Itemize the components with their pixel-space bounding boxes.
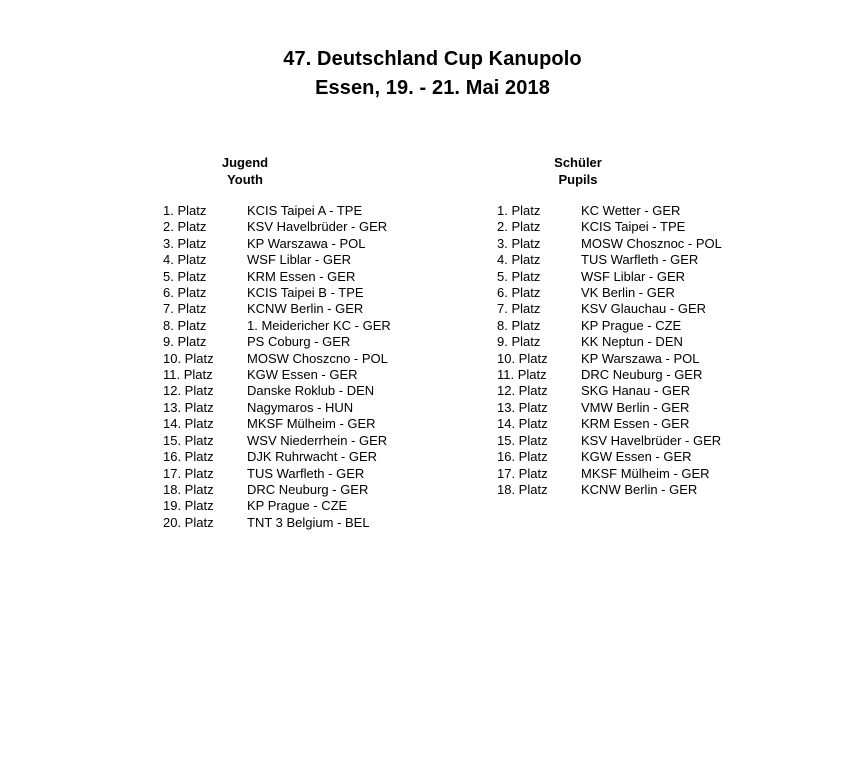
jugend-result-row xyxy=(163,466,391,482)
team-name: KK Neptun - DEN xyxy=(581,334,683,350)
team-name: DJK Ruhrwacht - GER xyxy=(247,449,378,465)
placement: 10. Platz xyxy=(497,350,548,366)
jugend-result-row xyxy=(163,252,391,268)
schueler-result-row xyxy=(497,334,722,350)
team-name: MOSW Chosznoc - POL xyxy=(581,235,722,251)
placement: 14. Platz xyxy=(497,416,548,432)
team-name: VMW Berlin - GER xyxy=(581,399,690,415)
team-name: KSV Havelbrüder - GER xyxy=(581,432,722,448)
placement: 11. Platz xyxy=(497,367,547,383)
team-name: KSV Havelbrüder - GER xyxy=(247,219,388,235)
schueler-result-row xyxy=(497,400,722,416)
placement: 11. Platz xyxy=(163,367,213,383)
jugend-heading-de: Jugend xyxy=(221,155,269,170)
jugend-result-row xyxy=(163,498,391,514)
placement: 17. Platz xyxy=(163,465,214,481)
jugend-result-row xyxy=(163,400,391,416)
placement: 7. Platz xyxy=(163,301,207,317)
team-name: KRM Essen - GER xyxy=(247,268,356,284)
schueler-heading xyxy=(518,154,638,188)
document-title: 47. Deutschland Cup Kanupolo xyxy=(283,48,582,70)
placement: 17. Platz xyxy=(497,465,548,481)
team-name: 1. Meidericher KC - GER xyxy=(247,317,391,333)
placement: 5. Platz xyxy=(163,268,207,284)
schueler-result-row xyxy=(497,269,722,285)
team-name: KCNW Berlin - GER xyxy=(247,301,364,317)
schueler-result-row xyxy=(497,367,722,383)
placement: 13. Platz xyxy=(497,399,548,415)
schueler-result-row xyxy=(497,252,722,268)
schueler-result-row xyxy=(497,219,722,235)
placement: 8. Platz xyxy=(163,317,207,333)
schueler-results xyxy=(497,203,722,498)
team-name: PS Coburg - GER xyxy=(247,334,351,350)
team-name: WSV Niederrhein - GER xyxy=(247,432,388,448)
schueler-result-row xyxy=(497,351,722,367)
schueler-heading-de: Schüler xyxy=(554,155,602,170)
placement: 6. Platz xyxy=(497,285,541,301)
schueler-result-row xyxy=(497,285,722,301)
team-name: KRM Essen - GER xyxy=(581,416,690,432)
placement: 13. Platz xyxy=(163,399,214,415)
jugend-result-row xyxy=(163,383,391,399)
placement: 8. Platz xyxy=(497,317,541,333)
team-name: KCIS Taipei B - TPE xyxy=(247,285,364,301)
team-name: KP Prague - CZE xyxy=(581,317,682,333)
document-subtitle: Essen, 19. - 21. Mai 2018 xyxy=(315,77,550,99)
placement: 6. Platz xyxy=(163,285,207,301)
schueler-result-row xyxy=(497,301,722,317)
placement: 18. Platz xyxy=(497,481,548,497)
placement: 20. Platz xyxy=(163,514,214,530)
team-name: TUS Warfleth - GER xyxy=(581,252,699,268)
jugend-result-row xyxy=(163,236,391,252)
team-name: SKG Hanau - GER xyxy=(581,383,691,399)
jugend-result-row xyxy=(163,219,391,235)
placement: 19. Platz xyxy=(163,498,214,514)
team-name: WSF Liblar - GER xyxy=(247,252,352,268)
team-name: KSV Glauchau - GER xyxy=(581,301,706,317)
team-name: WSF Liblar - GER xyxy=(581,268,686,284)
placement: 16. Platz xyxy=(163,449,214,465)
placement: 12. Platz xyxy=(163,383,214,399)
team-name: MOSW Choszcno - POL xyxy=(247,350,388,366)
team-name: KP Prague - CZE xyxy=(247,498,348,514)
team-name: TUS Warfleth - GER xyxy=(247,465,365,481)
team-name: Nagymaros - HUN xyxy=(247,399,354,415)
jugend-result-row xyxy=(163,367,391,383)
jugend-heading-en: Youth xyxy=(227,172,263,187)
placement: 2. Platz xyxy=(497,219,541,235)
jugend-results xyxy=(163,203,391,531)
placement: 9. Platz xyxy=(163,334,207,350)
schueler-result-row xyxy=(497,449,722,465)
placement: 9. Platz xyxy=(497,334,541,350)
team-name: DRC Neuburg - GER xyxy=(247,481,369,497)
placement: 4. Platz xyxy=(497,252,541,268)
schueler-result-row xyxy=(497,383,722,399)
placement: 7. Platz xyxy=(497,301,541,317)
team-name: KGW Essen - GER xyxy=(247,367,358,383)
team-name: MKSF Mülheim - GER xyxy=(247,416,376,432)
placement: 4. Platz xyxy=(163,252,207,268)
placement: 3. Platz xyxy=(163,235,207,251)
placement: 14. Platz xyxy=(163,416,214,432)
placement: 1. Platz xyxy=(163,203,207,218)
jugend-result-row xyxy=(163,433,391,449)
schueler-result-row xyxy=(497,466,722,482)
jugend-result-row xyxy=(163,449,391,465)
team-name: KGW Essen - GER xyxy=(581,449,692,465)
placement: 12. Platz xyxy=(497,383,548,399)
placement: 1. Platz xyxy=(497,203,541,218)
jugend-result-row xyxy=(163,416,391,432)
schueler-result-row xyxy=(497,236,722,252)
team-name: KCIS Taipei - TPE xyxy=(581,219,686,235)
jugend-heading xyxy=(185,154,305,188)
team-name: VK Berlin - GER xyxy=(581,285,675,301)
schueler-heading-en: Pupils xyxy=(558,172,598,187)
team-name: MKSF Mülheim - GER xyxy=(581,465,710,481)
team-name: KC Wetter - GER xyxy=(581,203,681,218)
schueler-result-row xyxy=(497,482,722,498)
jugend-result-row xyxy=(163,203,391,219)
jugend-result-row xyxy=(163,482,391,498)
team-name: KP Warszawa - POL xyxy=(581,350,700,366)
schueler-result-row xyxy=(497,203,722,219)
schueler-result-row xyxy=(497,318,722,334)
team-name: DRC Neuburg - GER xyxy=(581,367,703,383)
team-name: KCNW Berlin - GER xyxy=(581,481,698,497)
placement: 15. Platz xyxy=(163,432,214,448)
team-name: KCIS Taipei A - TPE xyxy=(247,203,363,218)
placement: 15. Platz xyxy=(497,432,548,448)
jugend-result-row xyxy=(163,334,391,350)
schueler-result-row xyxy=(497,416,722,432)
placement: 18. Platz xyxy=(163,481,214,497)
placement: 5. Platz xyxy=(497,268,541,284)
jugend-result-row xyxy=(163,515,391,531)
placement: 16. Platz xyxy=(497,449,548,465)
jugend-result-row xyxy=(163,269,391,285)
placement: 10. Platz xyxy=(163,350,214,366)
jugend-result-row xyxy=(163,318,391,334)
jugend-result-row xyxy=(163,301,391,317)
jugend-result-row xyxy=(163,351,391,367)
team-name: TNT 3 Belgium - BEL xyxy=(247,514,370,530)
team-name: Danske Roklub - DEN xyxy=(247,383,375,399)
jugend-result-row xyxy=(163,285,391,301)
schueler-result-row xyxy=(497,433,722,449)
team-name: KP Warszawa - POL xyxy=(247,235,366,251)
placement: 2. Platz xyxy=(163,219,207,235)
placement: 3. Platz xyxy=(497,235,541,251)
